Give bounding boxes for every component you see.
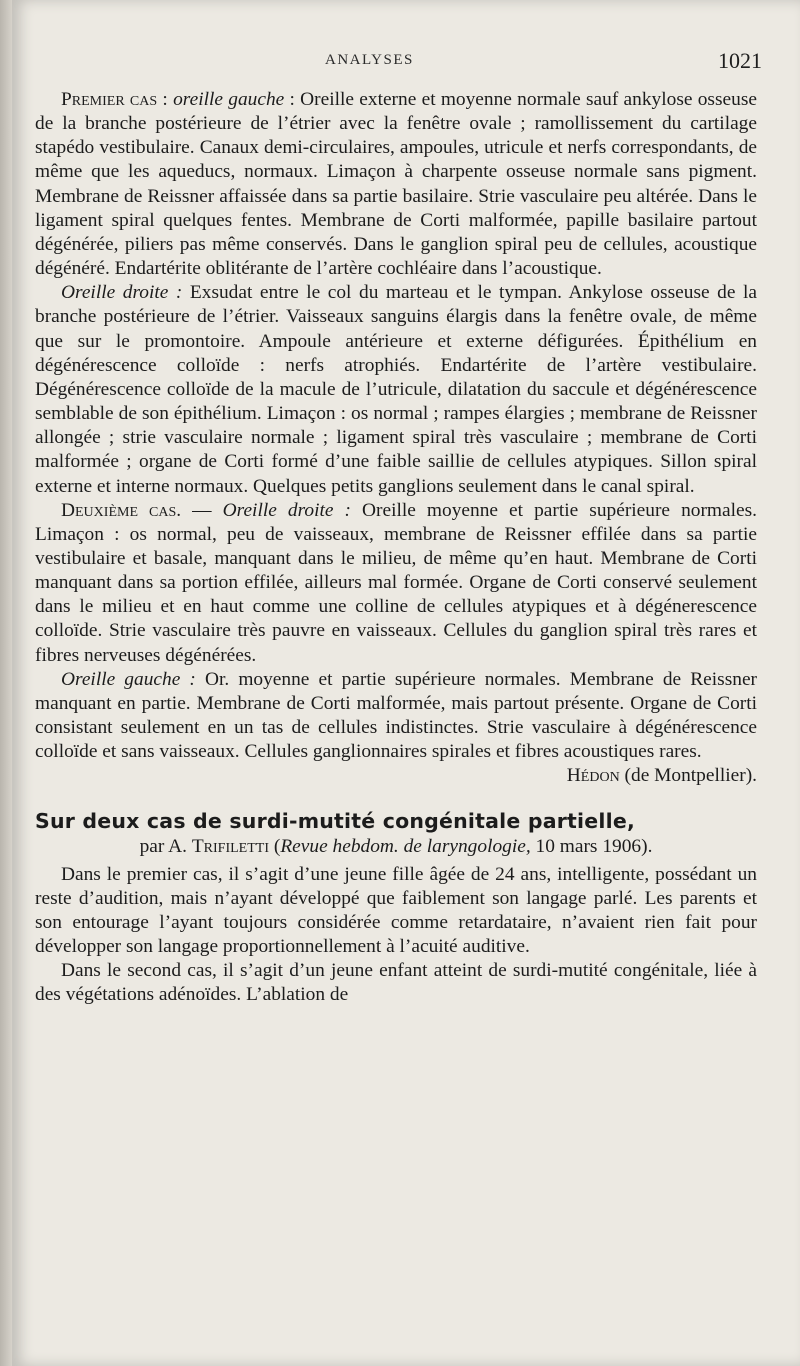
- article-body: [35, 863, 757, 1008]
- reviewer-place: (de Montpellier).: [619, 765, 757, 787]
- page-number: 1021: [718, 48, 762, 73]
- case2-right-text: Oreille moyenne et partie supérieure normales. Limaçon : os normal, peu de vaisseaux, membrane de Reissner effilée dans sa partie vestibulaire et basale, manquant dans le milieu, de même qu’en haut. Membrane de Corti manquant dans sa portion effilée, ailleurs mal formée. Organe de Corti conservé seulement dans le milieu et en haut comme une colline de cellules atypiques et à dégénerescence colloïde. Strie vasculaire très pauvre en vaisseaux. Cellules du ganglion spiral très rares et fibres nerveuses dégénérées.: [35, 499, 757, 666]
- page-header: [0, 48, 800, 78]
- case1-right-text: Exsudat entre le col du marteau et le tympan. Ankylose osseuse de la branche postérieure de l’étrier. Vaisseaux sanguins élargis dans la fenêtre ovale, de même que sur le promontoire. Ampoule antérieure et externe défigurées. Épithélium en dégénérescence colloïde : nerfs atrophiés. Endartérite de l’artère vestibulaire. Dégénérescence colloïde de la macule de l’utricule, dilatation du saccule et dégénérescence semblable de son épithélium. Limaçon : os normal ; rampes élargies ; membrane de Reissner allongée ; strie vasculaire normale ; ligament spiral très vasculaire ; membrane de Corti malformée ; organe de Corti formé d’une faible saillie de cellules atypiques. Sillon spiral externe et interne normaux. Quelques petits ganglions seulement dans le canal spiral.: [35, 282, 757, 497]
- case1-label: Premier cas: [61, 89, 158, 110]
- article-paragraph-1: Dans le premier cas, il s’agit d’une jeune fille âgée de 24 ans, intelligente, possédant un reste d’audition, mais n’ayant développé que faiblement son langage parlé. Les parents et son entourage l’ayant toujours considérée comme retardataire, n’avaient rien fait pour développer son langage proportionnellement à l’acuité auditive.: [35, 863, 757, 958]
- article-title: Sur deux cas de surdi-mutité congénitale partielle,: [35, 808, 635, 833]
- case2-left-ear: Oreille gauche :: [61, 668, 196, 690]
- article-author: Trifiletti: [191, 835, 269, 857]
- reviewer-name: Hédon: [566, 765, 620, 787]
- case2-right-ear: Oreille droite :: [222, 499, 351, 521]
- page-body: [35, 88, 757, 1008]
- article-byline: par A. Trifiletti (Revue hebdom. de laryngologie, 10 mars 1906).: [139, 835, 653, 857]
- case1-right-ear: Oreille droite :: [61, 282, 183, 304]
- running-title: ANALYSES: [325, 52, 414, 68]
- case1-right-paragraph: [35, 281, 757, 498]
- case1-left-ear: oreille gauche: [173, 89, 285, 110]
- case2-left-paragraph: [35, 668, 758, 787]
- case2-left-text: Or. moyenne et partie supérieure normales. Membrane de Reissner manquant en partie. Membrane de Corti malformée, mais partout présente. Organe de Corti consistant seulement en un tas de cellules indistinctes. Strie vasculaire à dégénérescence colloïde et sans vaisseaux. Cellules ganglionnaires spirales et fibres acoustiques rares.: [35, 668, 758, 763]
- reviewer-signature: [541, 764, 757, 788]
- article-paragraph-2: Dans le second cas, il s’agit d’un jeune enfant atteint de surdi-mutité congénitale, liée à des végétations adénoïdes. L’ablation de: [35, 960, 757, 1006]
- article-source: Revue hebdom. de laryngologie,: [280, 835, 531, 857]
- case2-label: Deuxième cas.: [61, 499, 182, 521]
- case1-left-text: : Oreille externe et moyenne normale sauf ankylose osseuse de la branche postérieure de l’étrier avec la fenêtre ovale ; ramollissement du cartilage stapédo vestibulaire. Canaux demi-circulaires, ampoules, utricule et nerfs correspondants, de même que les aqueducs, normaux. Limaçon à charpente osseuse normale sans pigment. Membrane de Reissner affaissée dans sa partie basilaire. Strie vasculaire peu altérée. Dans le ligament spiral quelques fentes. Membrane de Corti malformée, papille basilaire partout dégénérée, piliers pas même conservés. Dans le ganglion spiral peu de cellules, acoustique dégénéré. Endartérite oblitérante de l’artère cochléaire dans l’acoustique.: [35, 89, 757, 280]
- case1-left-paragraph: Premier cas : oreille gauche : Oreille externe et moyenne normale sauf ankylose osseuse de la branche postérieure de l’étrier avec la fenêtre ovale ; ramollissement du cartilage stapédo vestibulaire. Canaux demi-circulaires, ampoules, utricule et nerfs correspondants, de même que les aqueducs, normaux. Limaçon à charpente osseuse normale sans pigment. Membrane de Reissner affaissée dans sa partie basilaire. Strie vasculaire peu altérée. Dans le ligament spiral quelques fentes. Membrane de Corti malformée, papille basilaire partout dégénérée, piliers pas même conservés. Dans le ganglion spiral peu de cellules, acoustique dégénéré. Endartérite oblitérante de l’artère cochléaire dans l’acoustique.: [35, 89, 757, 280]
- article-date: 10 mars 1906).: [530, 835, 653, 857]
- case2-right-paragraph: Deuxième cas. — Oreille droite : Oreille moyenne et partie supérieure normales. Limaçon : os normal, peu de vaisseaux, membrane de Reissner effilée dans sa partie vestibulaire et basale, manquant dans le milieu, de même qu’en haut. Membrane de Corti manquant dans sa portion effilée, ailleurs mal formée. Organe de Corti conservé seulement dans le milieu et en haut comme une colline de cellules atypiques et à dégénerescence colloïde. Strie vasculaire très pauvre en vaisseaux. Cellules du ganglion spiral très rares et fibres nerveuses dégénérées.: [35, 499, 757, 666]
- page-edge-shadow: [0, 0, 12, 1366]
